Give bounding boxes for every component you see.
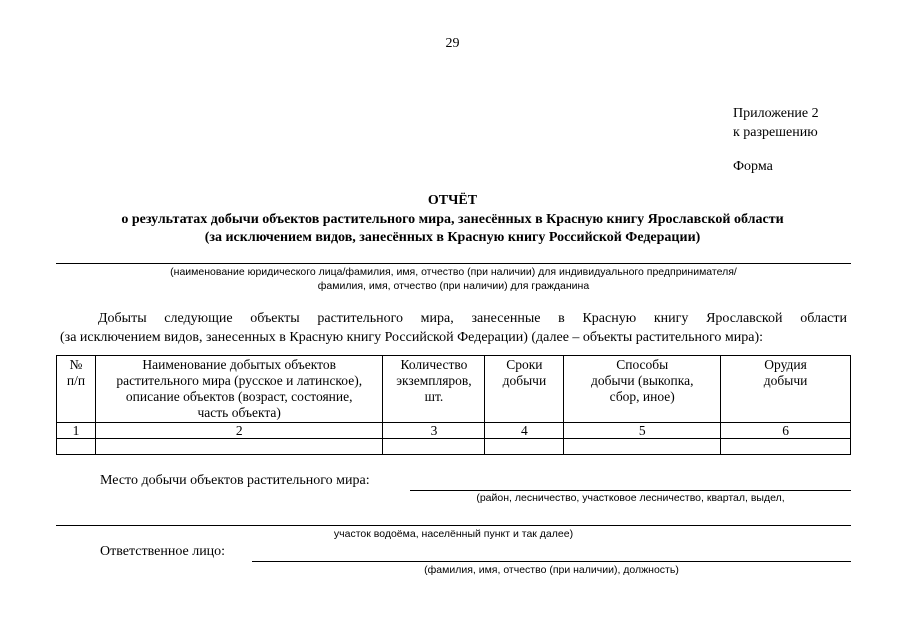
responsible-label: Ответственное лицо: xyxy=(100,544,226,559)
table-cell[interactable] xyxy=(95,439,383,455)
table-cell[interactable] xyxy=(57,439,96,455)
form-label: Форма xyxy=(733,159,773,174)
place-label: Место добычи объектов растительного мира: xyxy=(100,473,370,488)
intro-text xyxy=(60,309,847,347)
table-row[interactable] xyxy=(57,439,851,455)
header-dates-line: Сроки xyxy=(506,357,543,372)
column-number: 4 xyxy=(485,423,564,439)
header-methods-line: Способы xyxy=(616,357,669,372)
header-quantity-line: экземпляров, xyxy=(396,373,472,388)
header-plant-name-line: Наименование добытых объектов xyxy=(142,357,337,372)
header-quantity-line: Количество xyxy=(400,357,468,372)
intro-line-2: (за исключением видов, занесенных в Красную книгу Российской Федерации) (далее – объекты растительного мира): xyxy=(60,330,764,345)
subtitle-line-1: о результатах добычи объектов растительного мира, занесённых в Красную книгу Ярославской области xyxy=(121,212,784,227)
table-cell[interactable] xyxy=(485,439,564,455)
header-number-line: № xyxy=(69,357,83,372)
entity-caption xyxy=(56,265,851,293)
appendix-line-2: к разрешению xyxy=(733,125,818,140)
header-dates-line: добычи xyxy=(502,373,547,388)
table-cell[interactable] xyxy=(383,439,485,455)
column-number-row xyxy=(57,423,851,439)
header-plant-name-line: часть объекта) xyxy=(197,405,281,420)
header-dates xyxy=(485,356,564,423)
header-tools-line: Орудия xyxy=(764,357,807,372)
header-quantity-line: шт. xyxy=(424,389,444,404)
responsible-caption: (фамилия, имя, отчество (при наличии), должность) xyxy=(424,564,679,576)
header-tools-line: добычи xyxy=(763,373,808,388)
header-methods-line: сбор, иное) xyxy=(609,389,675,404)
report-subtitle xyxy=(40,211,865,247)
place-field-line[interactable] xyxy=(410,490,851,491)
table-cell[interactable] xyxy=(721,439,851,455)
entity-caption-line-2: фамилия, имя, отчество (при наличии) для гражданина xyxy=(317,280,590,292)
plants-table xyxy=(56,355,851,455)
place-field-line-2[interactable] xyxy=(56,525,851,526)
appendix-line-1: Приложение 2 xyxy=(733,106,819,121)
entity-name-field-line[interactable] xyxy=(56,263,851,264)
column-number: 3 xyxy=(383,423,485,439)
column-number: 1 xyxy=(57,423,96,439)
entity-caption-line-1: (наименование юридического лица/фамилия, имя, отчество (при наличии) для индивидуального предпринимателя/ xyxy=(170,266,737,278)
header-number xyxy=(57,356,96,423)
table-header-row xyxy=(57,356,851,423)
header-plant-name-line: описание объектов (возраст, состояние, xyxy=(125,389,353,404)
column-number: 6 xyxy=(721,423,851,439)
column-number: 2 xyxy=(95,423,383,439)
header-quantity xyxy=(383,356,485,423)
intro-line-1: Добыты следующие объекты растительного мира, занесенные в Красную книгу Ярославской области xyxy=(98,311,847,326)
place-caption-line-1: (район, лесничество, участковое лесничество, квартал, выдел, xyxy=(476,492,785,504)
appendix-note xyxy=(733,104,819,142)
subtitle-line-2: (за исключением видов, занесённых в Красную книгу Российской Федерации) xyxy=(204,230,701,245)
header-methods xyxy=(564,356,721,423)
header-methods-line: добычи (выкопка, xyxy=(591,373,694,388)
column-number: 5 xyxy=(564,423,721,439)
header-plant-name xyxy=(95,356,383,423)
place-caption-line-2: участок водоёма, населённый пункт и так далее) xyxy=(333,528,574,540)
table-cell[interactable] xyxy=(564,439,721,455)
report-title: ОТЧЁТ xyxy=(427,193,478,208)
header-number-line: п/п xyxy=(66,373,86,388)
header-plant-name-line: растительного мира (русское и латинское), xyxy=(116,373,363,388)
responsible-field-line[interactable] xyxy=(252,561,851,562)
page-number: 29 xyxy=(445,36,460,51)
header-tools xyxy=(721,356,851,423)
